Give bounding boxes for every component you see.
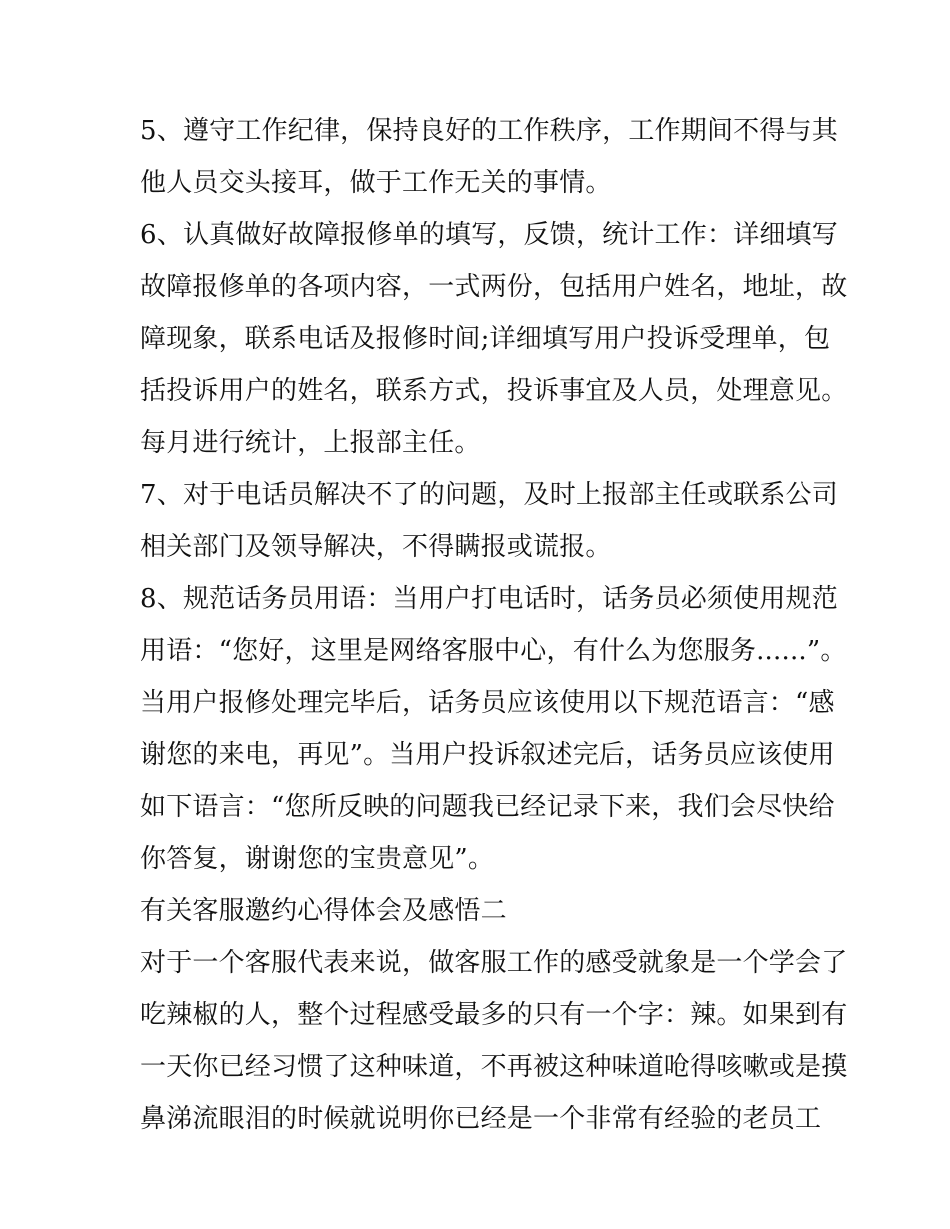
text-line: 7、对于电话员解决不了的问题，及时上报部主任或联系公司 <box>140 480 838 510</box>
text-line: 相关部门及领导解决，不得瞒报或谎报。 <box>140 532 612 562</box>
text-line: 每月进行统计，上报部主任。 <box>140 428 481 458</box>
text-line: 他人员交头接耳，做于工作无关的事情。 <box>140 168 612 198</box>
text-line: 5、遵守工作纪律，保持良好的工作秩序，工作期间不得与其 <box>140 116 838 146</box>
text-line: 谢您的来电，再见”。当用户投诉叙述完后，话务员应该使用 <box>140 740 835 770</box>
text-line: 你答复，谢谢您的宝贵意见”。 <box>140 844 495 874</box>
text-line: 对于一个客服代表来说，做客服工作的感受就象是一个学会了 <box>140 948 848 978</box>
text-line: 当用户报修处理完毕后，话务员应该使用以下规范语言：“感 <box>140 688 835 718</box>
text-line: 故障报修单的各项内容，一式两份，包括用户姓名，地址，故 <box>140 272 848 302</box>
text-line: 用语：“您好，这里是网络客服中心，有什么为您服务......”。 <box>140 636 847 666</box>
text-line: 8、规范话务员用语：当用户打电话时，话务员必须使用规范 <box>140 584 838 614</box>
text-line: 如下语言：“您所反映的问题我已经记录下来，我们会尽快给 <box>140 792 835 822</box>
section-heading: 有关客服邀约心得体会及感悟二 <box>140 896 507 926</box>
text-line: 障现象，联系电话及报修时间;详细填写用户投诉受理单，包 <box>140 324 831 354</box>
text-line: 一天你已经习惯了这种味道，不再被这种味道呛得咳嗽或是摸 <box>140 1052 848 1082</box>
text-line: 括投诉用户的姓名，联系方式，投诉事宜及人员，处理意见。 <box>140 376 848 406</box>
text-line: 吃辣椒的人，整个过程感受最多的只有一个字：辣。如果到有 <box>140 1000 848 1030</box>
text-line: 鼻涕流眼泪的时候就说明你已经是一个非常有经验的老员工 <box>140 1104 822 1134</box>
text-line: 6、认真做好故障报修单的填写，反馈，统计工作：详细填写 <box>140 220 838 250</box>
document-body <box>140 105 848 1145</box>
